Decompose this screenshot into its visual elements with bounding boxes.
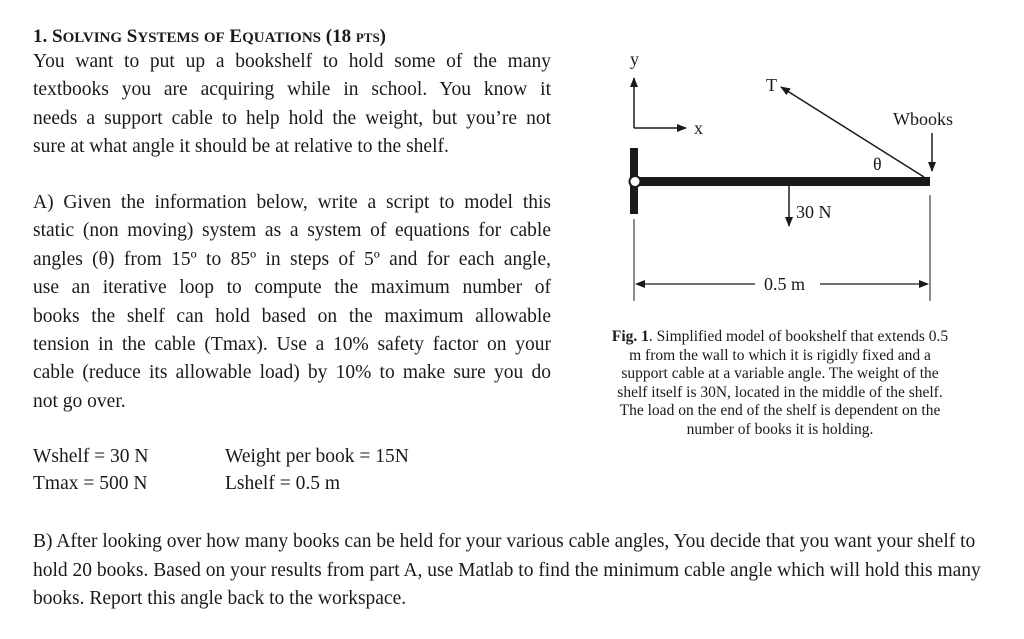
problem-heading	[33, 26, 386, 48]
heading-word: SYSTEMS	[126, 26, 200, 47]
paragraph-line: tension in the cable (Tmax). Use a 10% safety factor on your	[33, 333, 551, 355]
caption-line: support cable at a variable angle. The weight of the	[621, 365, 939, 383]
cable-tension-arrow	[781, 87, 924, 177]
caption-line: The load on the end of the shelf is dependent on the	[619, 402, 941, 420]
coordinate-axes	[630, 49, 703, 138]
part-b-paragraph: B) After looking over how many books can be held for your various cable angles, You decide that you want your shelf to hold 20 books. Based on your results from part A, use Matlab to find the minimum cable angle which will hold this many books. Report this angle back to the workspace.	[33, 531, 981, 610]
paragraph-line: You want to put up a bookshelf to hold some of the many	[33, 51, 551, 72]
tension-label: T	[766, 75, 777, 95]
intro-paragraph	[33, 48, 551, 162]
bookshelf-diagram	[590, 45, 990, 310]
shelf-weight-label: 30 N	[796, 202, 832, 222]
given-weight-per-book: Weight per book = 15N	[225, 446, 409, 467]
length-label: 0.5 m	[764, 274, 806, 294]
paragraph-line: angles (θ) from 15º to 85º in steps of 5º and for each angle,	[33, 248, 551, 270]
caption-line: m from the wall to which it is rigidly fixed and a	[629, 346, 931, 364]
paragraph-line: books the shelf can hold based on the maximum allowable	[33, 305, 551, 327]
given-lshelf: Lshelf = 0.5 m	[225, 473, 340, 494]
shelf-beam	[634, 177, 930, 186]
y-axis-label: y	[630, 49, 639, 69]
problem-number: 1.	[33, 26, 48, 47]
given-tmax: Tmax = 500 N	[33, 473, 148, 494]
heading-word: EQUATIONS	[229, 26, 321, 47]
heading-word: SOLVING	[52, 26, 123, 47]
hinge-pin	[630, 176, 641, 187]
x-axis-label: x	[694, 118, 703, 138]
caption-line: Fig. 1. Simplified model of bookshelf that extends 0.5	[611, 328, 949, 345]
paragraph-line: textbooks you are acquiring while in school. You know it	[33, 79, 551, 101]
heading-points: (18 PTS)	[325, 26, 386, 47]
paragraph-line: sure at what angle it should be at relative to the shelf.	[33, 136, 449, 158]
figure-caption	[589, 328, 971, 440]
paragraph-line: A) Given the information below, write a script to model this	[33, 192, 551, 213]
books-load-label: Wbooks	[893, 109, 953, 129]
caption-figure-number: Fig. 1	[611, 328, 649, 345]
paragraph-line: use an iterative loop to compute the maximum number of	[33, 277, 551, 299]
paragraph-line: static (non moving) system as a system of equations for cable	[33, 220, 551, 242]
part-a-paragraph	[33, 189, 551, 416]
caption-line: number of books it is holding.	[686, 420, 874, 438]
given-wshelf: Wshelf = 30 N	[33, 446, 149, 467]
paragraph-line: not go over.	[33, 390, 126, 412]
paragraph-line: cable (reduce its allowable load) by 10% to make sure you do	[33, 362, 551, 384]
heading-word: OF	[203, 30, 225, 46]
caption-line: shelf itself is 30N, located in the middle of the shelf.	[617, 383, 943, 401]
paragraph-line: needs a support cable to help hold the weight, but you’re not	[33, 107, 551, 129]
angle-label: θ	[873, 154, 882, 174]
